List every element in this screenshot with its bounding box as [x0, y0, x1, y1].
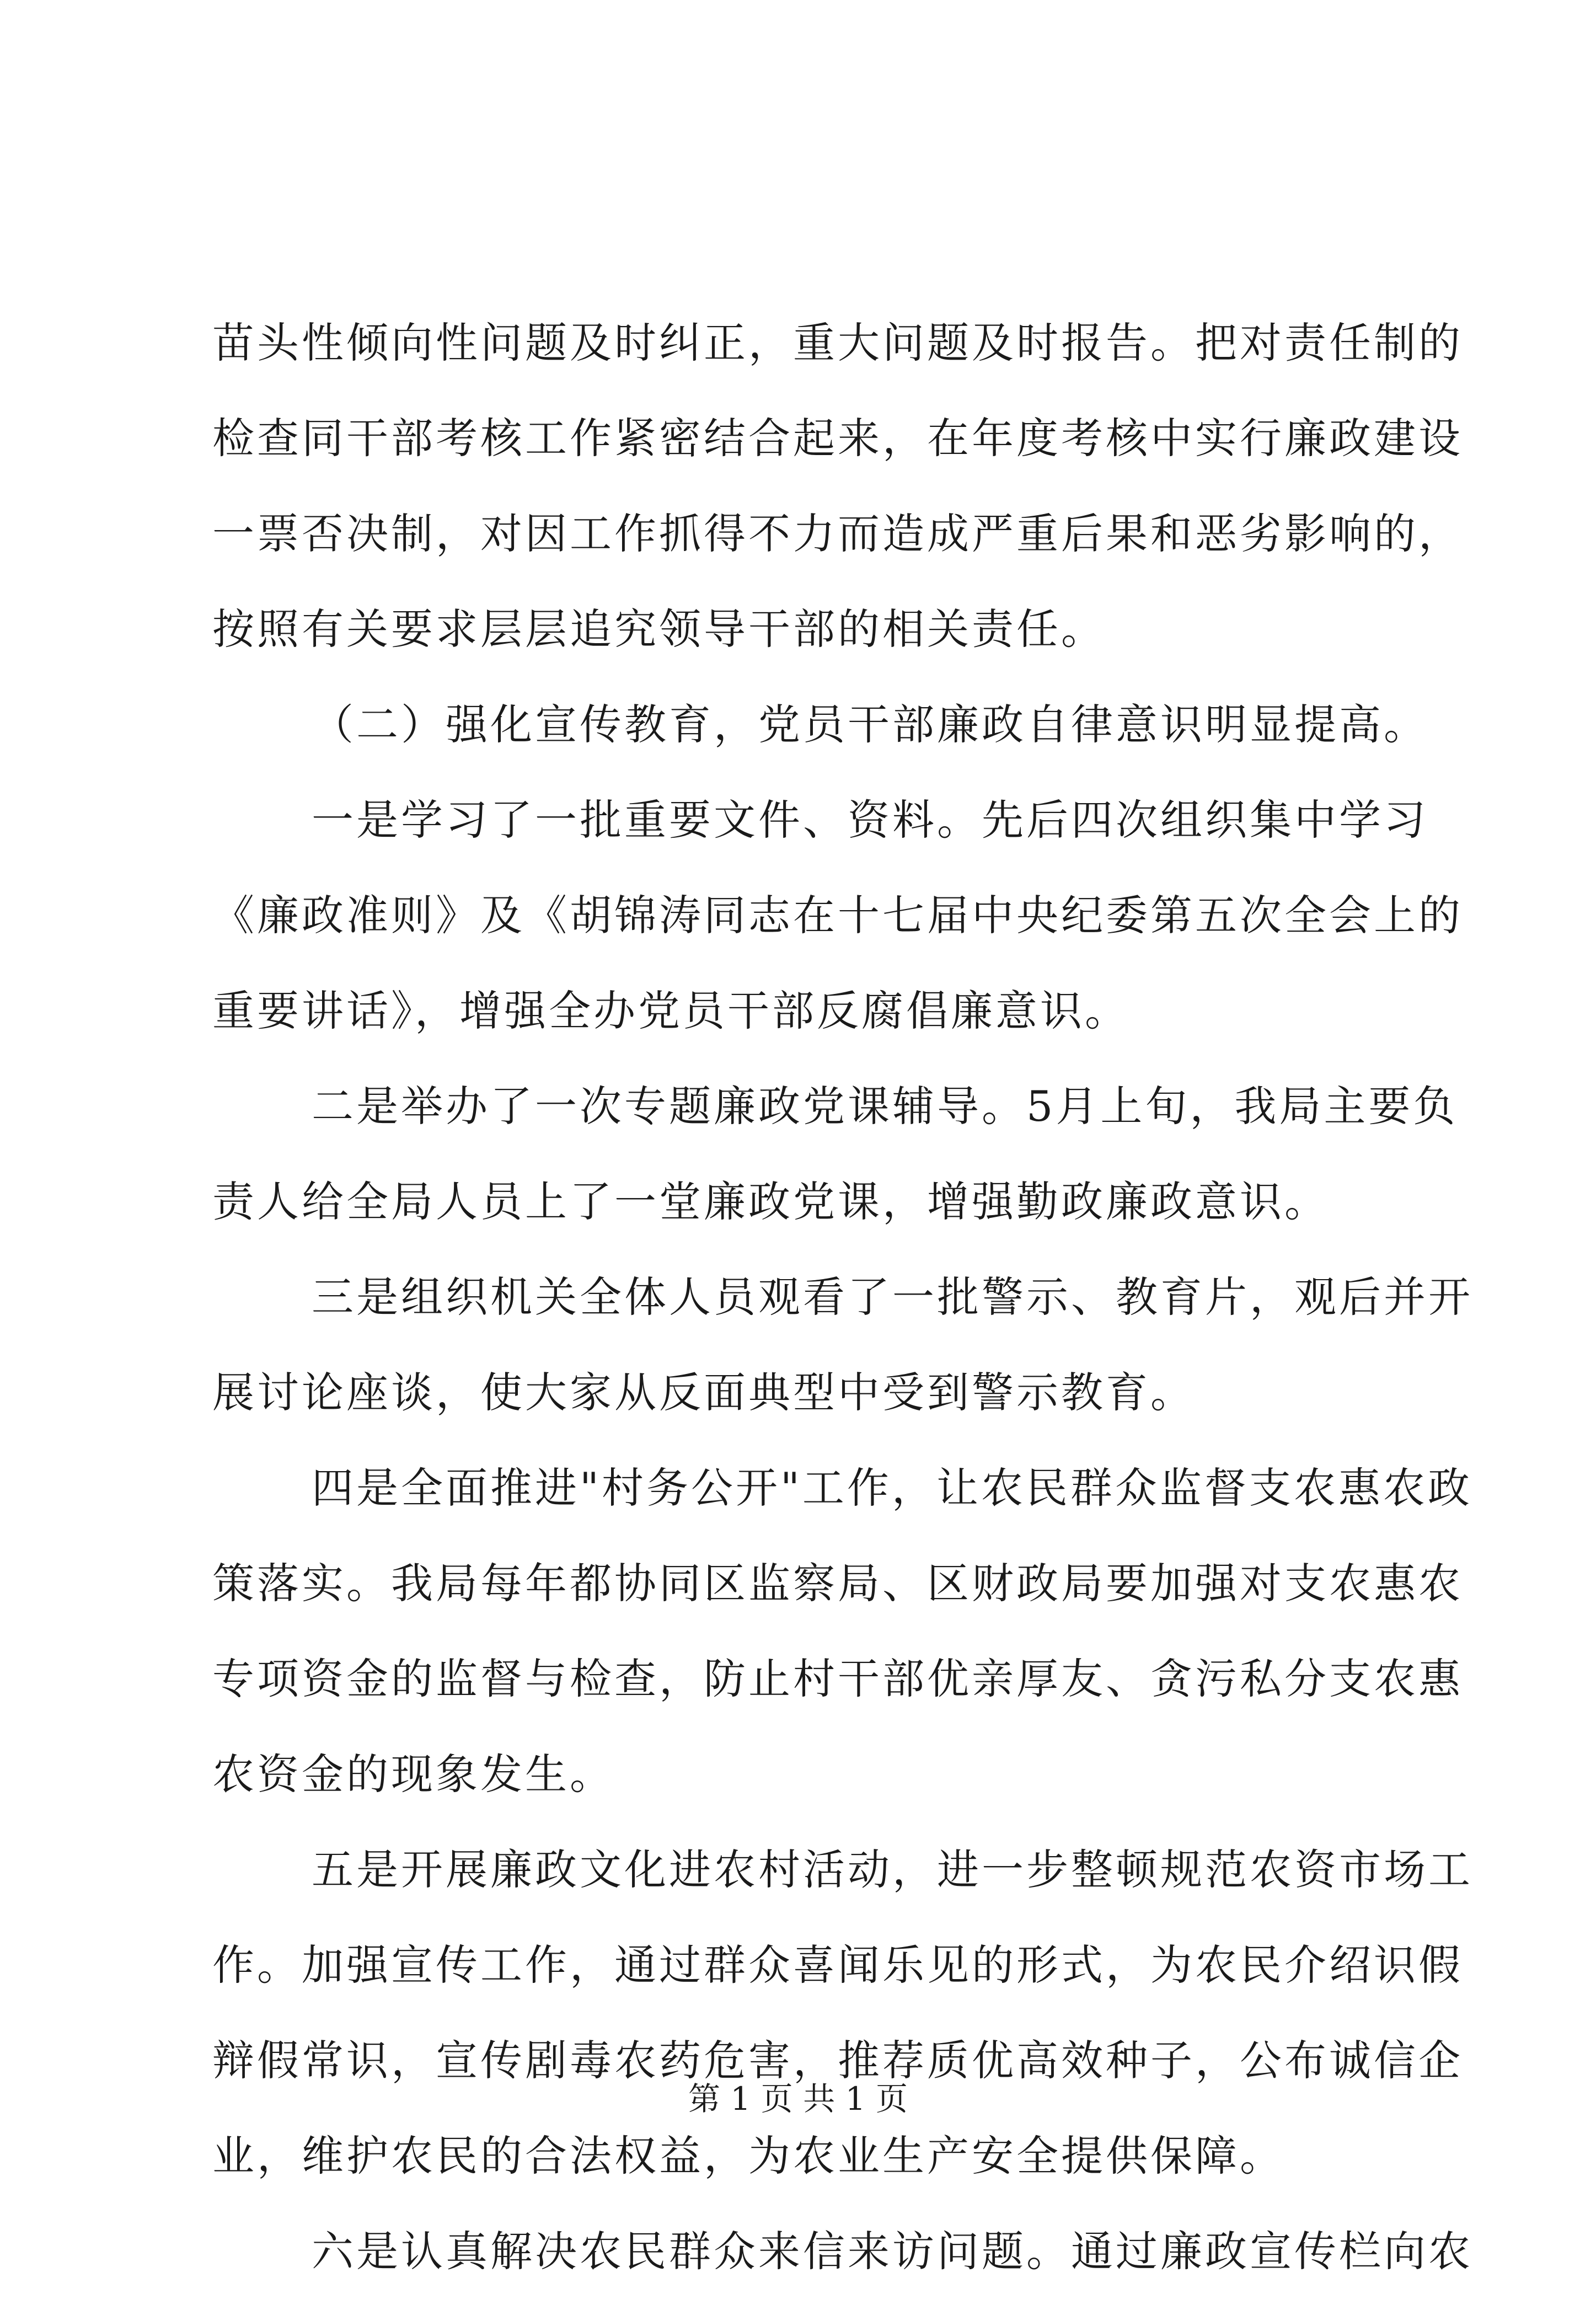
text-line: 专项资金的监督与检查，防止村干部优亲厚友、贪污私分支农惠 — [212, 1654, 1463, 1703]
page-footer: 第 1 页 共 1 页 — [688, 2080, 908, 2118]
text-line: 策落实。我局每年都协同区监察局、区财政局要加强对支农惠农 — [212, 1559, 1463, 1608]
text-line: 重要讲话》，增强全办党员干部反腐倡廉意识。 — [212, 986, 1129, 1035]
text-line: （二）强化宣传教育，党员干部廉政自律意识明显提高。 — [312, 700, 1428, 749]
text-line: 作。加强宣传工作，通过群众喜闻乐见的形式，为农民介绍识假 — [212, 1940, 1463, 1990]
text-line: 一票否决制，对因工作抓得不力而造成严重后果和恶劣影响的， — [212, 509, 1463, 558]
text-line: 辩假常识，宣传剧毒农药危害，推荐质优高效种子，公布诚信企 — [212, 2036, 1463, 2085]
text-line: 检查同干部考核工作紧密结合起来，在年度考核中实行廉政建设 — [212, 414, 1463, 463]
text-line: 责人给全局人员上了一堂廉政党课，增强勤政廉政意识。 — [212, 1177, 1329, 1226]
text-line: 展讨论座谈，使大家从反面典型中受到警示教育。 — [212, 1368, 1195, 1417]
text-line: 一是学习了一批重要文件、资料。先后四次组织集中学习 — [312, 795, 1428, 844]
text-line: 六是认真解决农民群众来信来访问题。通过廉政宣传栏向农 — [312, 2227, 1473, 2276]
text-line: 二是举办了一次专题廉政党课辅导。5月上旬，我局主要负 — [312, 1082, 1458, 1131]
text-line: 三是组织机关全体人员观看了一批警示、教育片，观后并开 — [312, 1273, 1473, 1322]
text-line: 苗头性倾向性问题及时纠正，重大问题及时报告。把对责任制的 — [212, 318, 1463, 367]
text-line: 按照有关要求层层追究领导干部的相关责任。 — [212, 605, 1106, 654]
text-line: 农资金的现象发生。 — [212, 1750, 614, 1799]
text-line: 《廉政准则》及《胡锦涛同志在十七届中央纪委第五次全会上的 — [212, 891, 1463, 940]
text-line: 四是全面推进"村务公开"工作，让农民群众监督支农惠农政 — [312, 1463, 1472, 1512]
text-line: 五是开展廉政文化进农村活动，进一步整顿规范农资市场工 — [312, 1845, 1473, 1894]
text-line: 业，维护农民的合法权益，为农业生产安全提供保障。 — [212, 2131, 1284, 2180]
document-body — [212, 295, 1473, 2299]
